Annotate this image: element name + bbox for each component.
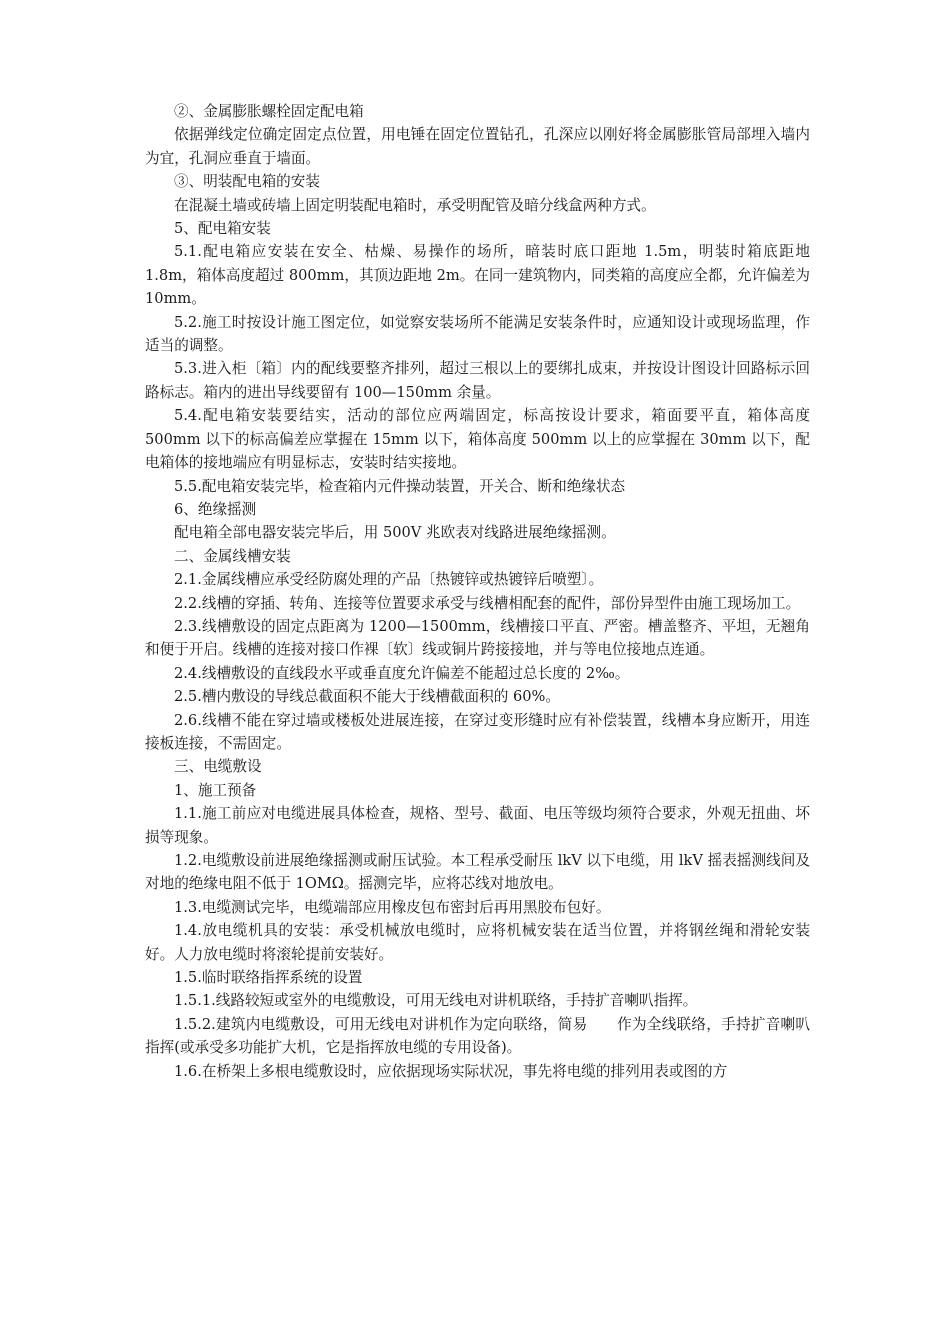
paragraph: 配电箱全部电器安装完毕后，用 500V 兆欧表对线路进展绝缘摇测。 bbox=[174, 524, 616, 542]
paragraph: 1.3.电缆测试完毕，电缆端部应用橡皮包布密封后再用黑胶布包好。 bbox=[174, 898, 611, 916]
paragraph: 1.5.临时联络指挥系统的设置 bbox=[174, 969, 363, 987]
paragraph: 2.5.槽内敷设的导线总截面积不能大于线槽截面积的 60%。 bbox=[174, 688, 560, 706]
section-heading: 二、金属线槽安装 bbox=[174, 547, 291, 565]
paragraph: 2.3.线槽敷设的固定点距离为 1200—1500mm，线槽接口平直、严密。槽盖整齐、平坦，无翘角和便于开启。线槽的连接对接口作裸〔软〕线或铜片跨接接地，并与等电位接地点连通。 bbox=[145, 617, 810, 659]
paragraph: 2.6.线槽不能在穿过墙或楼板处进展连接，在穿过变形缝时应有补偿装置，线槽本身应断开，用连接板连接，不需固定。 bbox=[145, 711, 810, 752]
paragraph: 5.5.配电箱安装完毕，检查箱内元件操动装置，开关合、断和绝缘状态 bbox=[174, 477, 626, 495]
section-heading: 三、电缆敷设 bbox=[174, 758, 262, 776]
paragraph: 2.4.线槽敷设的直线段水平或垂直度允许偏差不能超过总长度的 2‰。 bbox=[174, 664, 630, 682]
paragraph: 2.2.线槽的穿插、转角、连接等位置要求承受与线槽相配套的配件，部份异型件由施工现场加工。 bbox=[174, 594, 801, 612]
paragraph: ②、金属膨胀螺栓固定配电箱 bbox=[174, 103, 364, 120]
paragraph: 1.4.放电缆机具的安装：承受机械放电缆时，应将机械安装在适当位置，并将钢丝绳和滑轮安装好。人力放电缆时将滚轮提前安装好。 bbox=[145, 922, 810, 963]
paragraph: 1.6.在桥架上多根电缆敷设时，应依据现场实际状况，事先将电缆的排列用表或图的方 bbox=[174, 1062, 728, 1080]
section-heading: 5、配电箱安装 bbox=[174, 220, 271, 238]
paragraph: 2.1.金属线槽应承受经防腐处理的产品〔热镀锌或热镀锌后喷塑〕。 bbox=[174, 571, 604, 589]
paragraph: 1.2.电缆敷设前进展绝缘摇测或耐压试验。本工程承受耐压 lkV 以下电缆，用 lkV 摇表摇测线间及对地的绝缘电阻不低于 1OMΩ。摇测完毕，应将芯线对地放电。 bbox=[145, 852, 810, 893]
paragraph: 1.1.施工前应对电缆进展具体检查，规格、型号、截面、电压等级均须符合要求，外观无扭曲、坏损等现象。 bbox=[145, 805, 810, 846]
paragraph: 5.1.配电箱应安装在安全、枯燥、易操作的场所，暗装时底口距地 1.5m，明装时箱底距地 1.8m，箱体高度超过 800mm，其顶边距地 2m。在同一建筑物内，同类箱的高度应全都，允许偏差为 10mm。 bbox=[145, 243, 810, 308]
paragraph: 5.2.施工时按设计施工图定位，如觉察安装场所不能满足安装条件时，应通知设计或现场监理，作适当的调整。 bbox=[145, 313, 810, 355]
paragraph: 1.5.1.线路较短或室外的电缆敷设，可用无线电对讲机联络，手持扩音喇叭指挥。 bbox=[174, 992, 698, 1010]
paragraph: 依据弹线定位确定固定点位置，用电锤在固定位置钻孔，孔深应以刚好将金属膨胀管局部埋入墙内为宜，孔洞应垂直于墙面。 bbox=[145, 126, 810, 167]
paragraph: 5.3.进入柜〔箱〕内的配线要整齐排列，超过三根以上的要绑扎成束，并按设计图设计回路标示回路标志。箱内的进出导线要留有 100—150mm 余量。 bbox=[145, 360, 810, 401]
section-heading: 6、绝缘摇测 bbox=[174, 500, 257, 518]
paragraph: ③、明装配电箱的安装 bbox=[174, 173, 320, 191]
paragraph: 在混凝土墙或砖墙上固定明装配电箱时，承受明配管及暗分线盒两种方式。 bbox=[174, 196, 656, 214]
document-body bbox=[145, 100, 810, 1083]
section-heading: 1、施工预备 bbox=[174, 781, 257, 799]
paragraph: 5.4.配电箱安装要结实，活动的部位应两端固定，标高按设计要求，箱面要平直，箱体高度 500mm 以下的标高偏差应掌握在 15mm 以下，箱体高度 500mm 以上的应掌握在 30mm 以下，配电箱体的接地端应有明显标志，安装时结实接地。 bbox=[145, 407, 810, 472]
paragraph: 1.5.2.建筑内电缆敷设，可用无线电对讲机作为定向联络，简易 作为全线联络，手持扩音喇叭指挥(或承受多功能扩大机，它是指挥放电缆的专用设备)。 bbox=[145, 1015, 810, 1057]
